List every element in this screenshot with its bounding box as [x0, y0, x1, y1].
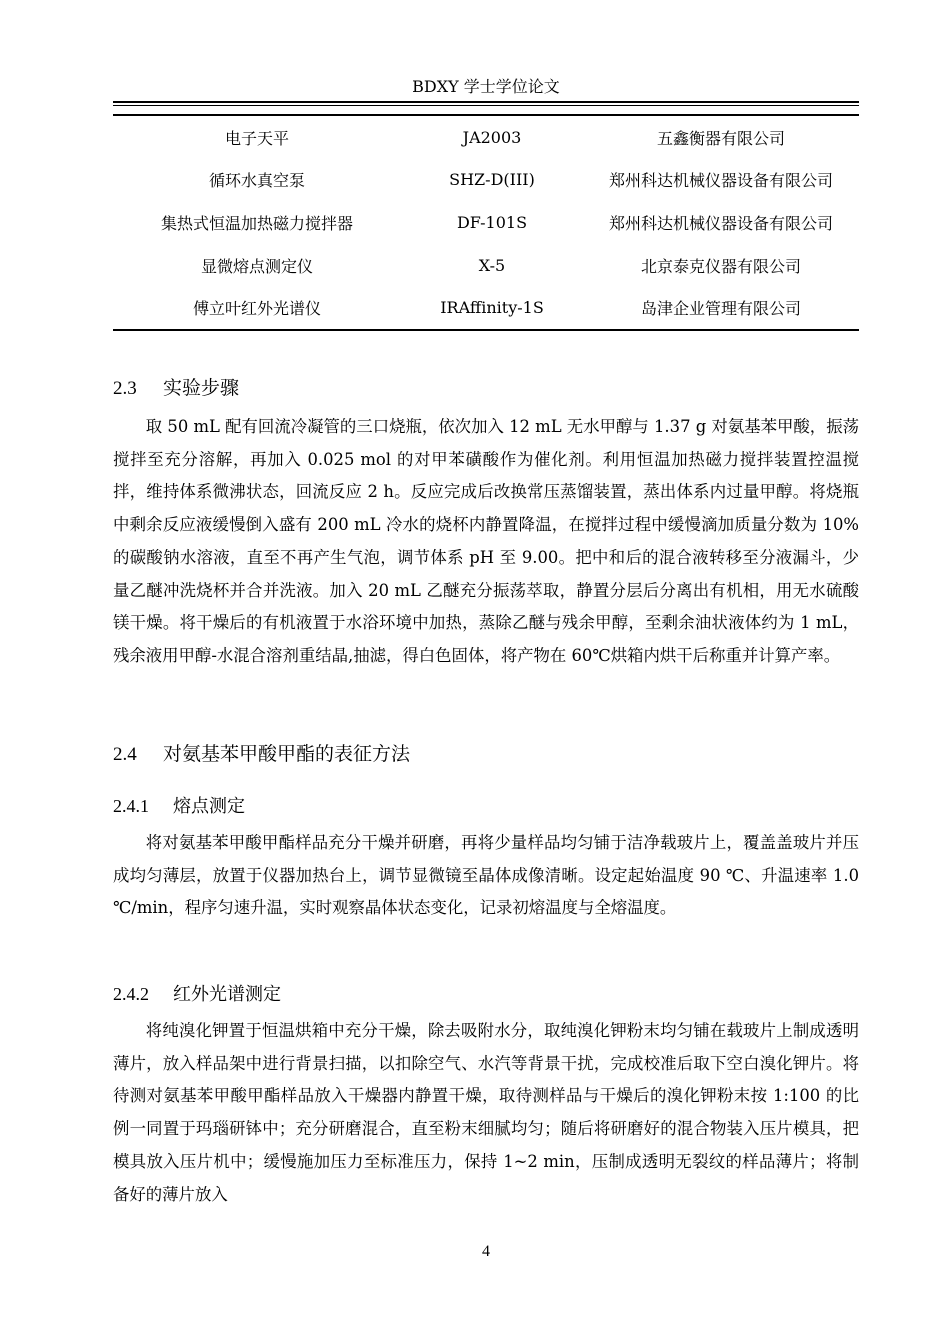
equipment-model: JA2003	[462, 127, 522, 147]
section-title: 实验步骤	[163, 377, 240, 399]
section-title: 熔点测定	[173, 796, 245, 817]
section-number: 2.3	[113, 378, 137, 399]
section-2-4-1-paragraph: 将对氨基苯甲酸甲酯样品充分干燥并研磨，再将少量样品均匀铺于洁净载玻片上，覆盖盖玻片并压成均匀薄层，放置于仪器加热台上，调节显微镜至晶体成像清晰。设定起始温度 90 ℃、升温速率 1.0 ℃/min，程序匀速升温，实时观察晶体状态变化，记录初熔温度与全熔温度。	[113, 833, 859, 918]
equipment-name: 显微熔点测定仪	[200, 256, 313, 276]
section-2-4-2-paragraph: 将纯溴化钾置于恒温烘箱中充分干燥，除去吸附水分，取纯溴化钾粉末均匀铺在载玻片上制成透明薄片，放入样品架中进行背景扫描，以扣除空气、水汽等背景干扰，完成校准后取下空白溴化钾片。将待测对氨基苯甲酸甲酯样品放入干燥器内静置干燥，取待测样品与干燥后的溴化钾粉末按 1:100 的比例一同置于玛瑙研钵中；充分研磨混合，直至粉末细腻均匀；随后将研磨好的混合物装入压片模具，把模具放入压片机中；缓慢施加压力至标准压力，保持 1~2 min，压制成透明无裂纹的样品薄片；将制备好的薄片放入	[113, 1021, 859, 1204]
equipment-maker: 郑州科达机械仪器设备有限公司	[608, 213, 833, 233]
table-row	[113, 201, 859, 244]
section-heading-2-3	[113, 376, 239, 401]
equipment-maker: 北京泰克仪器有限公司	[640, 256, 801, 276]
equipment-name: 集热式恒温加热磁力搅拌器	[160, 213, 353, 233]
equipment-name: 电子天平	[224, 128, 289, 148]
table-row	[113, 286, 859, 330]
equipment-maker: 岛津企业管理有限公司	[640, 299, 801, 319]
table-row	[113, 115, 859, 159]
table-row	[113, 159, 859, 202]
header-rule	[113, 101, 859, 103]
equipment-table	[113, 114, 859, 331]
section-2-3-paragraph: 取 50 mL 配有回流冷凝管的三口烧瓶，依次加入 12 mL 无水甲醇与 1.37 g 对氨基苯甲酸，振荡搅拌至充分溶解，再加入 0.025 mol 的对甲苯磺酸作为催化剂。利用恒温加热磁力搅拌装置控温搅拌，维持体系微沸状态，回流反应 2 h。反应完成后改换常压蒸馏装置，蒸出体系内过量甲醇。将烧瓶中剩余反应液缓慢倒入盛有 200 mL 冷水的烧杯内静置降温，在搅拌过程中缓慢滴加质量分数为 10%的碳酸钠水溶液，直至不再产生气泡，调节体系 pH 至 9.00。把中和后的混合液转移至分液漏斗，少量乙醚冲洗烧杯并合并洗液。加入 20 mL 乙醚充分振荡萃取，静置分层后分离出有机相，用无水硫酸镁干燥。将干燥后的有机液置于水浴环境中加热，蒸除乙醚与残余甲醇，至剩余油状液体约为 1 mL，残余液用甲醇-水混合溶剂重结晶,抽滤，得白色固体，将产物在 60℃烘箱内烘干后称重并计算产率。	[113, 417, 859, 665]
equipment-model: SHZ-D(III)	[449, 170, 535, 190]
section-number: 2.4	[113, 744, 137, 765]
equipment-model: IRAffinity-1S	[440, 298, 544, 318]
section-number: 2.4.1	[113, 796, 149, 816]
equipment-name: 傅立叶红外光谱仪	[192, 299, 321, 319]
equipment-model: X-5	[478, 255, 506, 275]
running-header: BDXY 学士学位论文	[412, 77, 560, 96]
equipment-maker: 五鑫衡器有限公司	[656, 128, 785, 148]
section-title: 对氨基苯甲酸甲酯的表征方法	[163, 743, 411, 765]
section-heading-2-4-1	[113, 795, 245, 818]
header-rule-thin	[113, 105, 859, 106]
section-number: 2.4.2	[113, 984, 149, 1004]
page-number: 4	[482, 1243, 490, 1260]
table-row	[113, 244, 859, 287]
equipment-name: 循环水真空泵	[208, 171, 305, 191]
section-heading-2-4-2	[113, 983, 281, 1006]
equipment-model: DF-101S	[456, 212, 528, 232]
section-heading-2-4	[113, 742, 410, 767]
section-title: 红外光谱测定	[173, 984, 281, 1005]
equipment-maker: 郑州科达机械仪器设备有限公司	[608, 171, 833, 191]
